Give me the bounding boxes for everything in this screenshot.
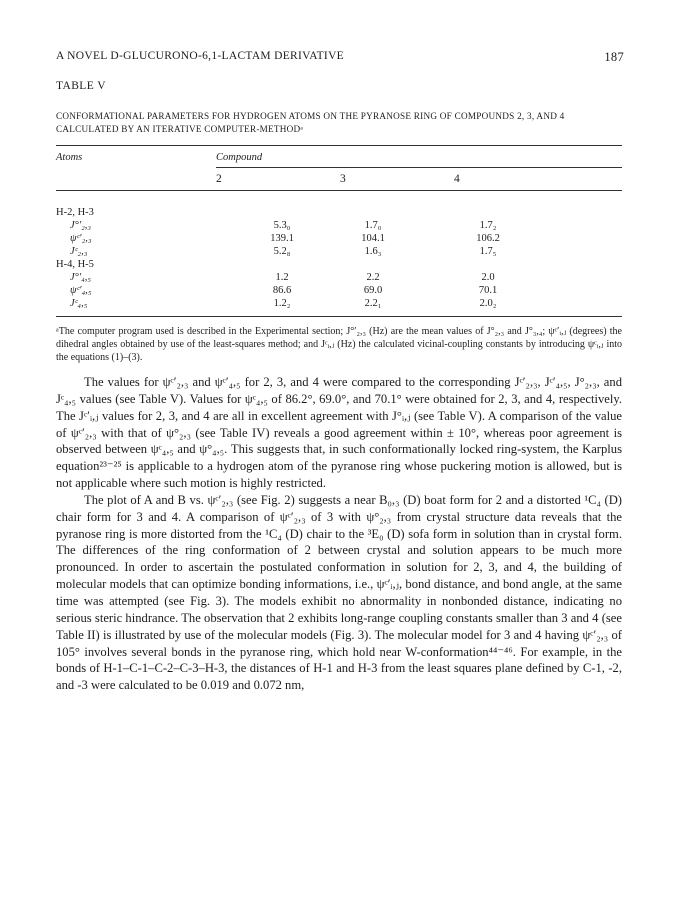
body-paragraph: The plot of A and B vs. ψᶜ′₂,₃ (see Fig. 2) suggests a near B₀,₃ (D) boat form for 2 and a distorted ¹C₄ (D) chair form for 3 and 4. A comparison of ψᶜ′₂,₃ of 3 with ψ°₂,₃ from crystal structure data reveals that the pyranose ring is more distorted from the ¹C₄ (D) chair to the ³E₀ (D) sofa form in solution than in crystal form. The differences of the ring conformation of 2 between crystal and solution appears to be much more pronounced. In order to ascertain the postulated conformation in solution for 2, 3, and 4, the building of molecular models that can optimize bonding informations, i.e., ψᶜ′ᵢ,ⱼ, bond distance, and bond angle, at the same time was attempted (see Fig. 3). The models exhibit no abnormality in nonbonded distance, indicating no serious steric hindrance. The observation that 2 exhibits long-range coupling constants smaller than 3 and 4 (see Table II) is illustrated by use of the molecular models (Fig. 3). The molecular model for 3 and 4 having ψᶜ′₂,₃ of 105° involves several bonds in the pyranose ring, which hold near W-conformation⁴⁴⁻⁴⁶. For example, in the bonds of H-1–C-1–C-2–C-3–H-3, the distances of H-1 and H-3 from the least squares plane defined by C-1, -2, and -3 were calculated to be 0.019 and 0.072 nm,: [56, 492, 622, 693]
table-top-rule: [56, 145, 622, 146]
table-row: [56, 298, 622, 309]
running-header: [56, 50, 624, 66]
cell-compound-3: 2.2₁: [364, 298, 382, 309]
cell-compound-4: 1.7₂: [479, 220, 497, 231]
row-label: J°′₄,₅: [70, 272, 92, 283]
cell-compound-3: 104.1: [361, 233, 385, 244]
row-label: Jᶜ₄,₅: [70, 298, 88, 309]
row-label: ψᶜ′₄,₅: [70, 285, 92, 296]
table-row: [56, 233, 622, 244]
row-label: H-4, H-5: [56, 259, 94, 270]
table-row-group-h2-h3: [56, 207, 622, 218]
cell-compound-2: 86.6: [272, 285, 292, 296]
cell-compound-3: 2.2: [366, 272, 380, 283]
body-text: [56, 374, 622, 694]
cell-compound-2: 1.2₂: [273, 298, 291, 309]
cell-compound-4: 2.0₂: [479, 298, 497, 309]
row-label: Jᶜ₂,₃: [70, 246, 88, 257]
table-footnote: ᵃThe computer program used is described in the Experimental section; J°′₂,₃ (Hz) are the mean values of J°₂,₃ and J°₃,₄; ψᶜ′ᵢ,ⱼ (degrees) the dihedral angles obtained by use of the least-squares method; and Jᶜᵢ,ⱼ (Hz) the calculated vicinal-coupling constants by introducing ψᶜᵢ,ⱼ into the equations (1)–(3).: [56, 326, 622, 363]
cell-compound-4: 70.1: [478, 285, 498, 296]
table-bottom-rule: [56, 316, 622, 317]
cell-compound-3: 1.7₀: [364, 220, 382, 231]
page-number: 187: [604, 50, 624, 64]
compound-header-2: 2: [216, 173, 222, 185]
table-header-rule: [56, 190, 622, 191]
cell-compound-2: 1.2: [275, 272, 289, 283]
cell-compound-3: 69.0: [363, 285, 383, 296]
body-paragraph: The values for ψᶜ′₂,₃ and ψᶜ′₄,₅ for 2, 3, and 4 were compared to the corresponding Jᶜ′₂,₃, Jᶜ′₄,₅, J°₂,₃, and Jᶜ₄,₅ values (see Table V). Values for ψᶜ₄,₅ of 86.2°, 69.0°, and 70.1° were obtained for 2, 3, and 4, respectively. The Jᶜ′ᵢ,ⱼ values for 2, 3, and 4 are all in excellent agreement with J°ᵢ,ⱼ (see Table V). A comparison of the value of ψᶜ′₂,₃ with that of ψ°₂,₃ (see Table IV) reveals a good agreement within ± 10°, whereas poor agreement is observed between ψᶜ₄,₅ and ψ°₄,₅. This suggests that, in such conformationally locked ring-system, the Karplus equation²³⁻²⁵ is applicable to a hydrogen atom of the pyranose ring whose puckering motion is allowed, but is not applicable where such motion is highly restricted.: [56, 375, 622, 491]
table-row: [56, 285, 622, 296]
table-row-group-h4-h5: [56, 259, 622, 270]
column-header-atoms: Atoms: [56, 152, 83, 163]
cell-compound-2: 139.1: [270, 233, 294, 244]
row-label: J°′₂,₃: [70, 220, 92, 231]
table-row: [56, 246, 622, 257]
compound-spanner-rule: [216, 167, 622, 168]
row-label: H-2, H-3: [56, 207, 94, 218]
running-title: A NOVEL D-GLUCURONO-6,1-LACTAM DERIVATIVE: [56, 50, 344, 62]
table-row: [56, 272, 622, 283]
cell-compound-2: 5.3₀: [273, 220, 291, 231]
table-row: [56, 220, 622, 231]
cell-compound-4: 106.2: [476, 233, 500, 244]
table-caption: CONFORMATIONAL PARAMETERS FOR HYDROGEN ATOMS ON THE PYRANOSE RING OF COMPOUNDS 2, 3, AND 4 CALCULATED BY AN ITERATIVE COMPUTER-METHODᵃ: [56, 111, 565, 134]
compound-header-3: 3: [340, 173, 346, 185]
cell-compound-2: 5.2₈: [273, 246, 291, 257]
cell-compound-4: 2.0: [481, 272, 495, 283]
cell-compound-4: 1.7₅: [479, 246, 497, 257]
cell-compound-3: 1.6₃: [364, 246, 382, 257]
row-label: ψᶜ′₂,₃: [70, 233, 92, 244]
table-label: TABLE V: [56, 80, 106, 92]
column-header-compound: Compound: [216, 152, 263, 163]
compound-header-4: 4: [454, 173, 460, 185]
